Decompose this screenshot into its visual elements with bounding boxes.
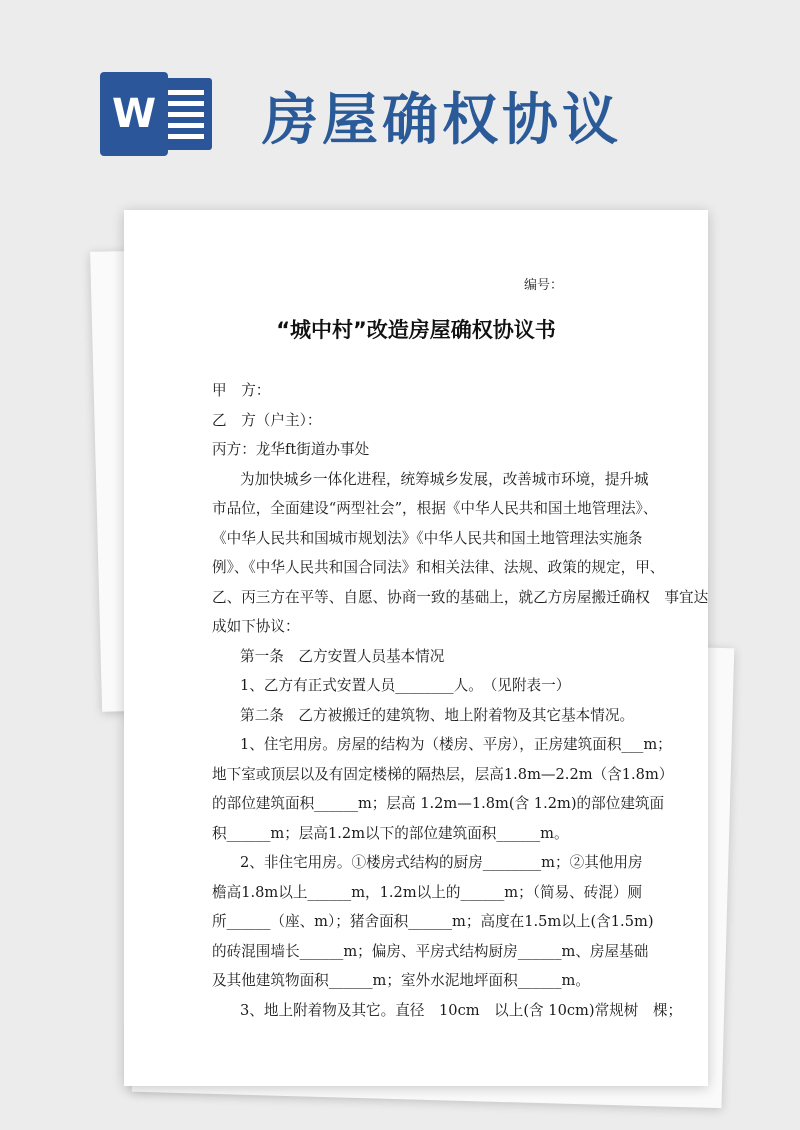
document-number-label: 编号： [524,278,564,293]
document-line: 《中华人民共和国城市规划法》《中华人民共和国土地管理法实施条 [212,529,643,547]
document-line: 乙、丙三方在平等、自愿、协商一致的基础上，就乙方房屋搬迁确权 事宜达 [212,588,708,606]
document-line: 第二条 乙方被搬迁的建筑物、地上附着物及其它基本情况。 [240,706,635,724]
document-line: 檐高1.8m以上______m，1.2m以上的______m；（简易、砖混）厕 [212,883,643,901]
document-line: 及其他建筑物面积______m；室外水泥地坪面积______m。 [212,972,590,989]
main-title: 房屋确权协议 [262,88,622,153]
document-body [212,376,708,1025]
document-line: 第一条 乙方安置人员基本情况 [240,647,445,665]
document-line: 的砖混围墙长______m；偏房、平房式结构厨房______m、房屋基础 [212,942,649,960]
document-line: 市品位，全面建设“两型社会”，根据《中华人民共和国土地管理法》、 [212,500,658,517]
document-page [124,210,708,1086]
document-line: 地下室或顶层以及有固定楼梯的隔热层，层高1.8m—2.2m（含1.8m） [212,765,674,783]
document-line: 甲 方： [212,382,271,399]
document-line: 丙方：龙华ft街道办事处 [212,441,370,458]
document-line: 为加快城乡一体化进程，统筹城乡发展，改善城市环境，提升城 [240,470,649,488]
document-line: 积______m；层高1.2m以下的部位建筑面积______m。 [212,824,569,842]
document-line: 所______（座、m）；猪舍面积______m；高度在1.5m以上(含1.5m) [212,913,654,930]
document-line: 的部位建筑面积______m；层高 1.2m—1.8m(含 1.2m)的部位建筑面 [212,795,665,812]
document-line: 3、地上附着物及其它。直径 10cm 以上(含 10cm)常规树 棵； [240,1001,683,1019]
document-title: “城中村”改造房屋确权协议书 [276,318,556,342]
header [0,0,800,200]
document-line: 2、非住宅用房。①楼房式结构的厨房________m；②其他用房 [240,854,643,871]
document-line: 乙 方（户主）： [212,411,322,429]
document-line: 例》、《中华人民共和国合同法》和相关法律、法规、政策的规定，甲、 [212,559,665,576]
word-logo-icon [100,72,212,156]
document-line: 成如下协议： [212,618,300,635]
document-line: 1、住宅用房。房屋的结构为（楼房、平房），正房建筑面积___m； [240,736,672,753]
word-letter: W [100,72,168,156]
document-line: 1、乙方有正式安置人员________人。 （见附表一） [240,677,571,694]
